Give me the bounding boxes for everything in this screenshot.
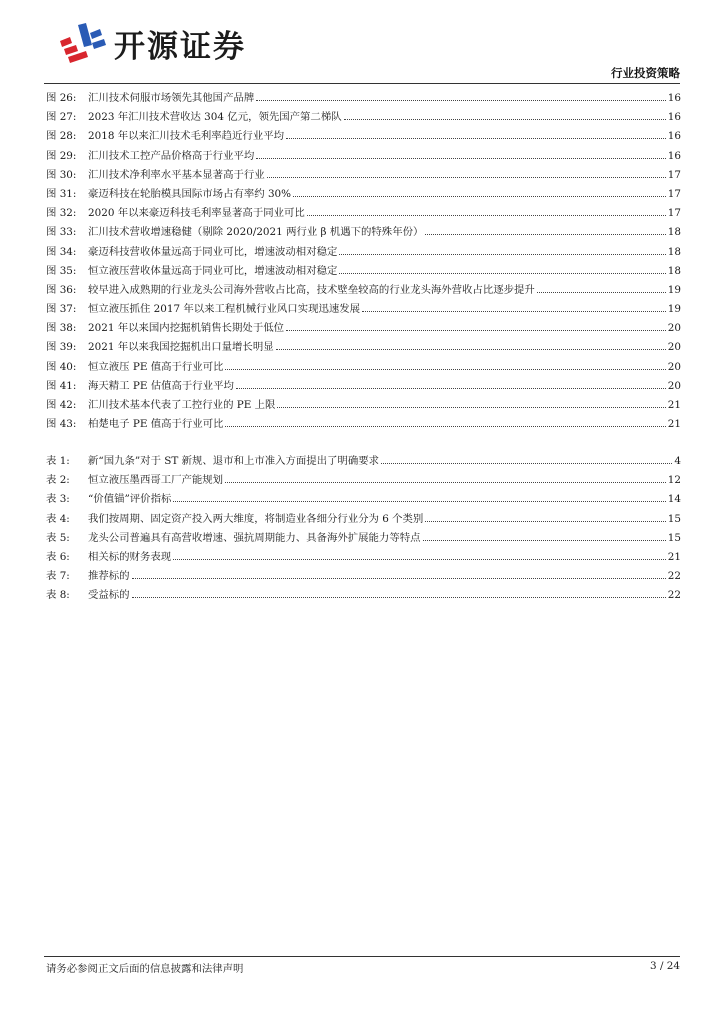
figure-label: 图 28: — [46, 130, 77, 143]
table-title: “价值锚”评价指标 — [88, 493, 172, 506]
table-entry[interactable] — [46, 567, 681, 586]
figure-page: 21 — [667, 418, 681, 431]
leader-dots — [256, 100, 666, 101]
table-entry[interactable] — [46, 490, 681, 509]
logo-text: 开源证券 — [114, 28, 246, 65]
header-divider — [44, 83, 680, 84]
figure-title: 豪迈科技营收体量远高于同业可比，增速波动相对稳定 — [88, 245, 338, 258]
figure-title: 恒立液压营收体量远高于同业可比，增速波动相对稳定 — [88, 264, 338, 277]
figure-page: 19 — [667, 303, 681, 316]
table-page: 4 — [674, 455, 681, 467]
figure-page: 16 — [667, 92, 681, 104]
table-title: 受益标的 — [88, 589, 130, 602]
table-page: 22 — [667, 589, 681, 602]
leader-dots — [173, 501, 665, 502]
table-title: 相关标的财务表现 — [88, 550, 172, 563]
leader-dots — [132, 578, 666, 579]
table-title: 我们按周期、固定资产投入两大维度，将制造业各细分行业分为 6 个类别 — [88, 512, 424, 525]
leader-dots — [344, 119, 666, 120]
figure-title: 柏楚电子 PE 值高于行业可比 — [88, 418, 224, 431]
company-logo — [56, 16, 246, 70]
figure-label: 图 29: — [46, 149, 77, 162]
figures-list — [46, 89, 681, 434]
figure-label: 图 39: — [46, 341, 77, 354]
figure-page: 20 — [667, 360, 681, 373]
leader-dots — [425, 521, 665, 522]
figure-page: 18 — [667, 226, 681, 239]
figure-entry[interactable] — [46, 243, 681, 262]
figure-page: 17 — [667, 187, 681, 200]
figure-entry[interactable] — [46, 415, 681, 434]
figure-entry[interactable] — [46, 377, 681, 396]
figure-entry[interactable] — [46, 127, 681, 146]
leader-dots — [307, 215, 666, 216]
figure-page: 20 — [667, 341, 681, 354]
figure-label: 图 33: — [46, 226, 77, 239]
leader-dots — [267, 177, 666, 178]
footer-divider — [44, 956, 680, 957]
table-page: 14 — [667, 493, 681, 506]
figure-label: 图 36: — [46, 283, 77, 296]
leader-dots — [286, 138, 666, 139]
figure-page: 20 — [667, 379, 681, 392]
figure-title: 2023 年汇川技术营收达 304 亿元，领先国产第二梯队 — [88, 111, 342, 124]
figure-label: 图 41: — [46, 379, 77, 392]
figure-title: 2020 年以来豪迈科技毛利率显著高于同业可比 — [88, 207, 305, 220]
figure-label: 图 26: — [46, 92, 77, 104]
figure-label: 图 40: — [46, 360, 77, 373]
figure-entry[interactable] — [46, 147, 681, 166]
table-page: 22 — [667, 570, 681, 583]
figure-page: 18 — [667, 264, 681, 277]
table-label: 表 1: — [46, 455, 70, 467]
leader-dots — [423, 540, 666, 541]
leader-dots — [537, 292, 666, 293]
figure-page: 21 — [667, 399, 681, 411]
figure-page: 20 — [667, 322, 681, 335]
figure-entry[interactable] — [46, 338, 681, 357]
figure-entry[interactable] — [46, 396, 681, 415]
leader-dots — [339, 273, 665, 274]
figure-entry[interactable] — [46, 262, 681, 281]
leader-dots — [256, 158, 666, 159]
figure-title: 汇川技术净利率水平基本显著高于行业 — [88, 168, 265, 181]
leader-dots — [276, 349, 666, 350]
report-type-label: 行业投资策略 — [611, 66, 680, 80]
figure-entry[interactable] — [46, 300, 681, 319]
figure-entry[interactable] — [46, 185, 681, 204]
leader-dots — [225, 482, 666, 483]
figure-label: 图 38: — [46, 322, 77, 335]
figure-entry[interactable] — [46, 204, 681, 223]
figure-label: 图 27: — [46, 111, 77, 124]
figure-label: 图 30: — [46, 168, 77, 181]
figure-label: 图 42: — [46, 399, 77, 411]
figure-entry[interactable] — [46, 166, 681, 185]
tables-list — [46, 452, 681, 606]
figure-title: 海天精工 PE 估值高于行业平均 — [88, 379, 234, 392]
figure-title: 汇川技术工控产品价格高于行业平均 — [88, 149, 255, 162]
figure-title: 汇川技术营收增速稳健（剔除 2020/2021 两行业 β 机遇下的特殊年份） — [88, 226, 424, 239]
table-page: 21 — [667, 550, 681, 563]
figure-entry[interactable] — [46, 89, 681, 108]
leader-dots — [286, 330, 666, 331]
leader-dots — [339, 254, 665, 255]
leader-dots — [362, 311, 666, 312]
figure-label: 图 32: — [46, 207, 77, 220]
figure-page: 16 — [667, 111, 681, 124]
table-label: 表 7: — [46, 570, 70, 583]
figure-title: 较早进入成熟期的行业龙头公司海外营收占比高，技术壁垒较高的行业龙头海外营收占比逐步提升 — [88, 283, 535, 296]
figure-page: 19 — [667, 283, 681, 296]
figure-label: 图 43: — [46, 418, 77, 431]
figure-page: 16 — [667, 149, 681, 162]
table-title: 推荐标的 — [88, 570, 130, 583]
figure-label: 图 31: — [46, 187, 77, 200]
page-number: 3 / 24 — [650, 960, 680, 972]
leader-dots — [277, 407, 665, 408]
leader-dots — [425, 234, 665, 235]
leader-dots — [293, 196, 666, 197]
figure-entry[interactable] — [46, 108, 681, 127]
figure-entry[interactable] — [46, 223, 681, 242]
figure-title: 汇川技术伺服市场领先其他国产品牌 — [88, 92, 255, 104]
figure-title: 2021 年以来国内挖掘机销售长期处于低位 — [88, 322, 284, 335]
table-page: 12 — [667, 474, 681, 487]
table-label: 表 8: — [46, 589, 70, 602]
table-entry[interactable] — [46, 510, 681, 529]
leader-dots — [381, 463, 672, 464]
figure-page: 16 — [667, 130, 681, 143]
figure-title: 汇川技术基本代表了工控行业的 PE 上限 — [88, 399, 276, 411]
figure-label: 图 35: — [46, 264, 77, 277]
table-label: 表 2: — [46, 474, 70, 487]
brand-mark-icon — [56, 19, 108, 67]
figure-page: 18 — [667, 245, 681, 258]
figure-page: 17 — [667, 168, 681, 181]
figure-page: 17 — [667, 207, 681, 220]
figure-title: 恒立液压抓住 2017 年以来工程机械行业风口实现迅速发展 — [88, 303, 361, 316]
leader-dots — [225, 426, 665, 427]
table-page: 15 — [667, 531, 681, 544]
leader-dots — [173, 559, 666, 560]
table-label: 表 4: — [46, 512, 70, 525]
table-title: 龙头公司普遍具有高营收增速、强抗周期能力、具备海外扩展能力等特点 — [88, 531, 421, 544]
leader-dots — [225, 369, 665, 370]
figure-title: 豪迈科技在轮胎模具国际市场占有率约 30% — [88, 187, 292, 200]
figure-title: 恒立液压 PE 值高于行业可比 — [88, 360, 224, 373]
table-entry[interactable] — [46, 586, 681, 605]
table-page: 15 — [667, 512, 681, 525]
table-label: 表 6: — [46, 550, 70, 563]
figure-entry[interactable] — [46, 319, 681, 338]
footer-disclaimer: 请务必参阅正文后面的信息披露和法律声明 — [46, 963, 244, 975]
figure-entry[interactable] — [46, 281, 681, 300]
figure-label: 图 34: — [46, 245, 77, 258]
figure-label: 图 37: — [46, 303, 77, 316]
table-label: 表 3: — [46, 493, 70, 506]
table-title: 新“国九条”对于 ST 新规、退市和上市准入方面提出了明确要求 — [88, 455, 380, 467]
table-entry[interactable] — [46, 471, 681, 490]
leader-dots — [132, 597, 666, 598]
table-label: 表 5: — [46, 531, 70, 544]
figure-title: 2021 年以来我国挖掘机出口量增长明显 — [88, 341, 274, 354]
table-title: 恒立液压墨西哥工厂产能规划 — [88, 474, 224, 487]
figure-entry[interactable] — [46, 358, 681, 377]
table-entry[interactable] — [46, 548, 681, 567]
figure-title: 2018 年以来汇川技术毛利率趋近行业平均 — [88, 130, 284, 143]
leader-dots — [236, 388, 666, 389]
table-entry[interactable] — [46, 452, 681, 471]
table-entry[interactable] — [46, 529, 681, 548]
